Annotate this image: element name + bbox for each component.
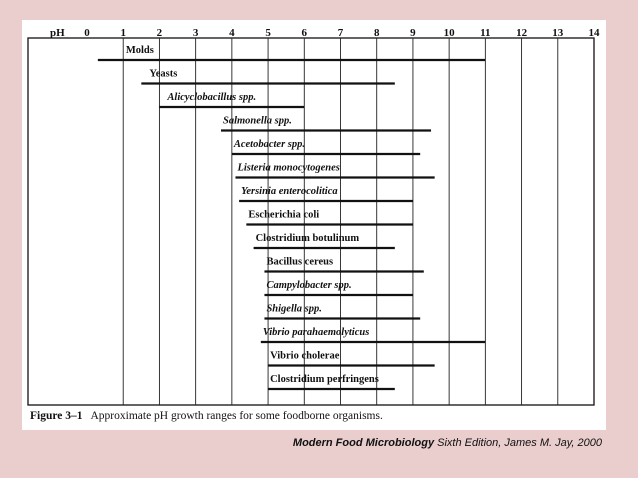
source-citation [293, 437, 602, 449]
organism-label-bacillus-cereus: Bacillus cereus [266, 256, 334, 268]
organism-label-listeria-monocytogenes: Listeria monocytogenes [237, 162, 340, 174]
x-tick-label-12: 12 [516, 27, 528, 39]
x-tick-label-6: 6 [301, 27, 308, 39]
figure-caption [30, 410, 383, 422]
organism-label-vibrio-parahaemolyticus: Vibrio parahaemolyticus [262, 327, 370, 338]
organism-label-clostridium-perfringens: Clostridium perfringens [270, 374, 379, 385]
x-tick-label-7: 7 [337, 27, 344, 39]
organism-label-clostridium-botulinum: Clostridium botulinum [255, 233, 360, 244]
organism-label-campylobacter-spp: Campylobacter spp. [266, 280, 352, 291]
x-tick-label-9: 9 [410, 27, 416, 39]
x-tick-label-10: 10 [443, 27, 455, 39]
organism-label-acetobacter-spp: Acetobacter spp. [233, 139, 306, 150]
organism-label-alicyclobacillus-spp: Alicyclobacillus spp. [167, 92, 257, 103]
organism-label-molds: Molds [125, 45, 154, 56]
organism-label-escherichia-coli: Escherichia coli [248, 209, 320, 221]
x-tick-label-14: 14 [588, 27, 600, 39]
figure-label: Figure 3–1 [30, 410, 83, 422]
ph-range-chart [22, 20, 606, 410]
citation-details: Sixth Edition, James M. Jay, 2000 [434, 437, 602, 449]
x-tick-label-1: 1 [120, 27, 126, 39]
x-tick-label-0: 0 [84, 27, 90, 39]
citation-book-title: Modern Food Microbiology [292, 437, 435, 449]
x-tick-label-3: 3 [192, 27, 199, 39]
x-tick-label-8: 8 [373, 27, 380, 39]
x-tick-label-2: 2 [156, 27, 163, 39]
x-tick-label-11: 11 [480, 27, 491, 39]
organism-label-vibrio-cholerae: Vibrio cholerae [270, 350, 340, 362]
x-tick-label-13: 13 [552, 27, 564, 39]
figure-card [22, 20, 606, 430]
x-axis-label: pH [50, 27, 65, 39]
organism-label-salmonella-spp: Salmonella spp. [222, 115, 292, 127]
organism-label-yersinia-enterocolitica: Yersinia enterocolitica [241, 186, 338, 197]
organism-label-yeasts: Yeasts [149, 68, 178, 80]
organism-label-shigella-spp: Shigella spp. [266, 303, 322, 315]
x-tick-label-5: 5 [265, 27, 271, 39]
x-tick-label-4: 4 [229, 27, 235, 39]
figure-caption-text: Approximate pH growth ranges for some foodborne organisms. [90, 410, 383, 422]
